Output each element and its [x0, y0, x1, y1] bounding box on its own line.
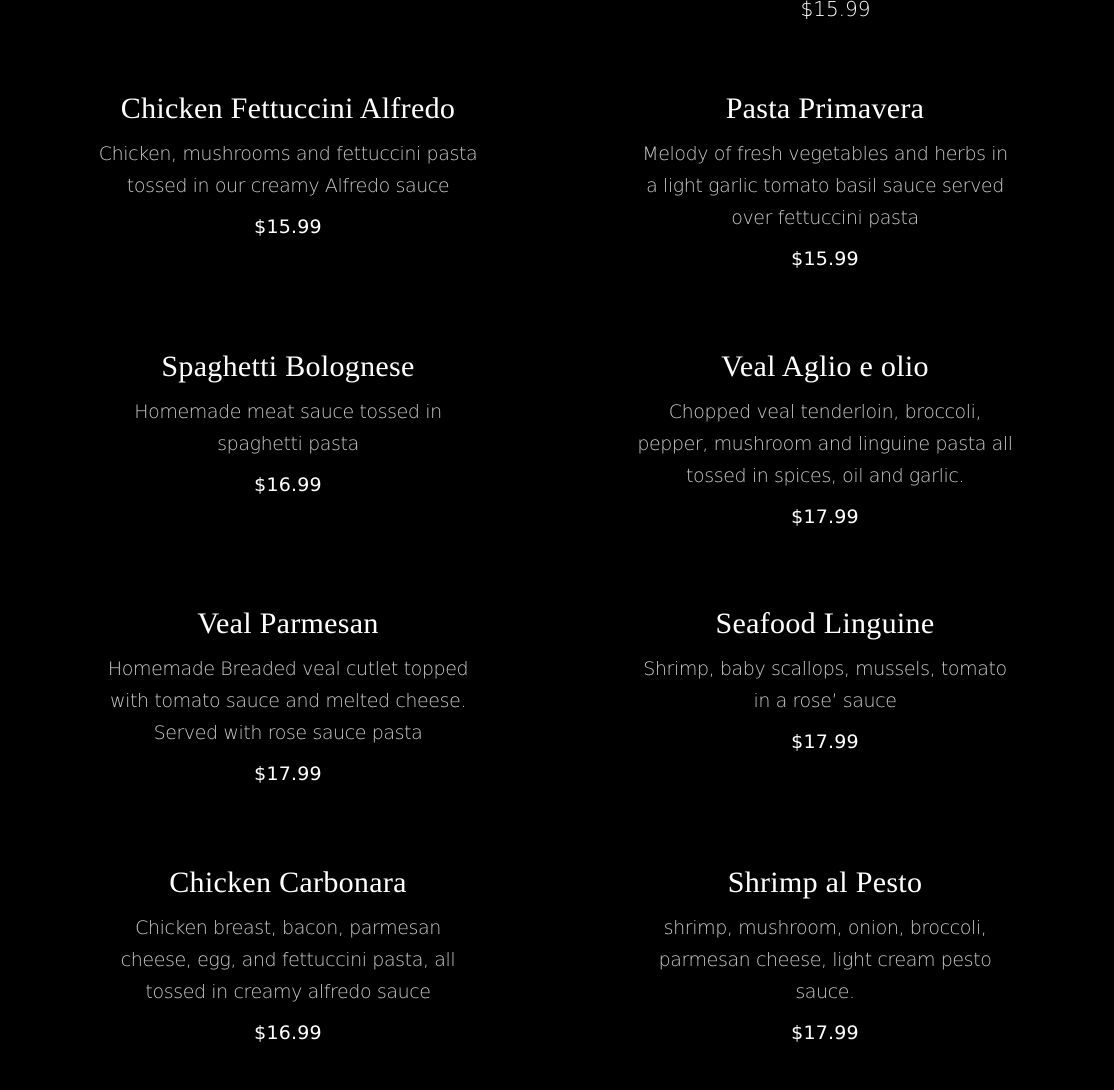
menu-item-shrimp-al-pesto — [615, 866, 1035, 1046]
dish-price: $16.99 — [254, 474, 322, 496]
menu-item-chicken-fettuccini-alfredo — [78, 92, 498, 240]
previous-item-price: $15.99 — [800, 0, 871, 21]
dish-price: $17.99 — [791, 731, 859, 753]
dish-description: Chicken breast, bacon, parmesan cheese, egg, and fettuccini pasta, all tossed in creamy alfredo sauce — [120, 917, 456, 1003]
dish-price: $17.99 — [791, 1022, 859, 1044]
dish-description: Chicken, mushrooms and fettuccini pasta tossed in our creamy Alfredo sauce — [98, 143, 478, 197]
dish-description: Homemade meat sauce tossed in spaghetti pasta — [134, 401, 442, 455]
menu-item-chicken-carbonara — [78, 866, 498, 1046]
menu-item-spaghetti-bolognese — [78, 350, 498, 498]
dish-description: Shrimp, baby scallops, mussels, tomato in a rose’ sauce — [643, 658, 1007, 712]
dish-description: Homemade Breaded veal cutlet topped with tomato sauce and melted cheese. Served with rose sauce pasta — [107, 658, 469, 744]
menu-item-seafood-linguine — [615, 607, 1035, 755]
dish-price: $15.99 — [254, 216, 322, 238]
dish-description: Melody of fresh vegetables and herbs in a light garlic tomato basil sauce served over fettuccini pasta — [642, 143, 1008, 229]
dish-name: Pasta Primavera — [725, 92, 925, 125]
dish-description: Chopped veal tenderloin, broccoli, pepper, mushroom and linguine pasta all tossed in spices, oil and garlic. — [637, 401, 1013, 487]
dish-name: Shrimp al Pesto — [727, 866, 923, 899]
dish-name: Chicken Fettuccini Alfredo — [120, 92, 456, 125]
menu-item-veal-aglio-e-olio — [615, 350, 1035, 530]
dish-name: Chicken Carbonara — [169, 866, 407, 899]
dish-price: $16.99 — [254, 1022, 322, 1044]
dish-price: $17.99 — [791, 506, 859, 528]
menu-item-pasta-primavera — [615, 92, 1035, 272]
dish-name: Seafood Linguine — [715, 607, 935, 640]
menu-item-veal-parmesan — [78, 607, 498, 787]
dish-name: Veal Aglio e olio — [721, 350, 929, 383]
dish-price: $17.99 — [254, 763, 322, 785]
dish-description: shrimp, mushroom, onion, broccoli, parmesan cheese, light cream pesto sauce. — [658, 917, 992, 1003]
dish-price: $15.99 — [791, 248, 859, 270]
dish-name: Veal Parmesan — [197, 607, 379, 640]
dish-name: Spaghetti Bolognese — [161, 350, 415, 383]
